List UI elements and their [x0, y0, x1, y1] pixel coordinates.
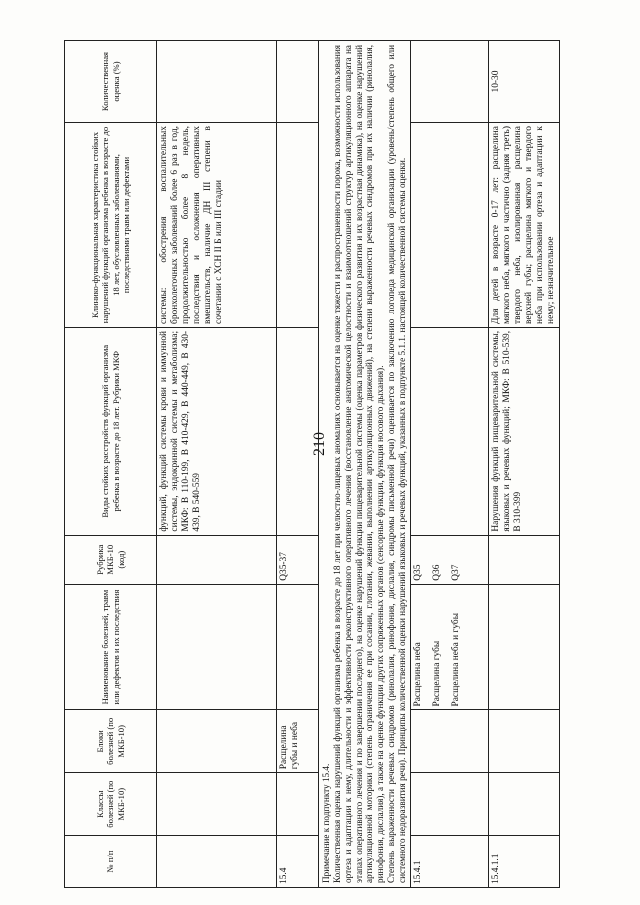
cell-clin: системы: обострения воспалительных бронхолегочных заболеваний более 6 раз в год, продолжительностью более 8 недель, последствия и осложнения оперативных вмешательств, наличие ДН III степени в сочетании с ХСН II Б или III стадии — [157, 123, 277, 328]
diagnosis-name: Расщелина неба — [412, 642, 423, 707]
cell-score: 10-30 — [488, 41, 560, 123]
header-types: Виды стойких расстройств функций организма ребенка в возрасте до 18 лет. Рубрики МКФ — [65, 327, 157, 535]
header-name: Наименование болезней, травм или дефектов и их последствия — [65, 584, 157, 710]
header-num: № п/п — [65, 836, 157, 888]
note-title: Примечание к подпункту 15.4. — [321, 763, 331, 883]
cell-empty — [157, 535, 277, 584]
table-header-row — [65, 41, 157, 888]
disability-assessment-table — [64, 40, 560, 888]
cell-block: Расщелина губы и неба — [277, 710, 319, 773]
note-paragraph-1: Количественная оценка нарушений функций организма ребенка в возрасте до 18 лет при челюстно-лицевых аномалиях основывается на оценке тяжести и распространенности порока, возможности использования ортеза и адаптации к нему, длительности и эффективности реконструктивного оперативного лечения (восстановление анатомической целостности и взаимоотношений структур артикуляционного аппарата на этапах оперативного лечения и по завершении последнего), на оценке нарушений функции пищеварительной системы (оценка параметров физического развития и их возрастная динамика), на оценке нарушений артикуляционной моторики (степень ограничения ее при сосании, глотании, жевании, выполнении артикуляционных движений), на степени выраженности речевых синдромов при их наличии (ринолалия, ринофония, дислалия), а также на оценке функции других сопряженных органов (сенсорные функции, функция носового дыхания). — [331, 45, 386, 883]
cell-empty — [410, 327, 488, 535]
cell-empty — [488, 773, 560, 836]
cell-code: Q35-37 — [277, 535, 319, 584]
cell-empty — [277, 123, 319, 328]
cell-clin: Для детей в возрасте 0-17 лет: расщелина мягкого неба, мягкого и частично (задняя треть) твердого неба, изолированная расщелина верхней губы; расщелина мягкого и твердого неба при использовании ортеза и адаптации к нему; незначительное — [488, 123, 560, 328]
cell-empty — [488, 710, 560, 773]
cell-empty — [277, 327, 319, 535]
rotated-table-wrapper — [64, 40, 610, 888]
cell-names — [410, 584, 488, 710]
table-row-15-4 — [277, 41, 319, 888]
cell-empty — [488, 535, 560, 584]
diagnosis-code: Q36 — [431, 564, 442, 581]
diagnosis-code: Q35 — [412, 564, 423, 581]
cell-empty — [488, 584, 560, 710]
cell-empty — [410, 123, 488, 328]
cell-types: Нарушения функций пищеварительной системы, языковых и речевых функций; МКФ: В 510-539, В 310-399 — [488, 327, 560, 535]
cell-num: 15.4.1 — [410, 836, 488, 888]
cell-empty — [157, 710, 277, 773]
header-class: Классы болезней (по МКБ-10) — [65, 773, 157, 836]
page-number: 210 — [311, 432, 328, 456]
cell-empty — [157, 836, 277, 888]
cell-types: функций, функций системы крови и иммунной системы, эндокринной системы и метаболизма; МКФ: В 110-199, В 410-429, В 440-449, В 430-439, В 540-559 — [157, 327, 277, 535]
table-row-15-4-1 — [410, 41, 488, 888]
cell-codes — [410, 535, 488, 584]
header-block: Блоки болезней (по МКБ-10) — [65, 710, 157, 773]
cell-empty — [157, 41, 277, 123]
cell-num: 15.4 — [277, 836, 319, 888]
cell-empty — [410, 41, 488, 123]
cell-empty — [410, 710, 488, 773]
note-paragraph-2: Степень выраженности речевых синдромов (ринолалия, ринофония, дислалия, синдромы письменной речи) оценивается по заключению логопеда медицинской организации (уровень/степень общего или системного недоразвития речи). Принципы количественной оценки нарушений языковых и речевых функций, указанных в подпункте 5.1.1. настоящей количественной системы оценки. — [386, 45, 408, 883]
diagnosis-code: Q37 — [451, 564, 462, 581]
cell-empty — [277, 41, 319, 123]
cell-empty — [410, 773, 488, 836]
diagnosis-name: Расщелина губы — [431, 640, 442, 707]
cell-empty — [277, 584, 319, 710]
header-code: Рубрика МКБ-10 (код) — [65, 535, 157, 584]
cell-empty — [277, 773, 319, 836]
cell-num: 15.4.1.1 — [488, 836, 560, 888]
note-cell — [319, 41, 411, 888]
diagnosis-name: Расщелина неба и губы — [451, 613, 462, 707]
header-score: Количественная оценка (%) — [65, 41, 157, 123]
cell-empty — [157, 773, 277, 836]
table-row-15-4-1-1 — [488, 41, 560, 888]
header-clin: Клинико-функциональная характеристика стойких нарушений функций организма ребенка в возрасте до 18 лет, обусловленных заболеваниями, последствиями травм или дефектами — [65, 123, 157, 328]
table-row-prev — [157, 41, 277, 888]
table-row-note — [319, 41, 411, 888]
cell-empty — [157, 584, 277, 710]
